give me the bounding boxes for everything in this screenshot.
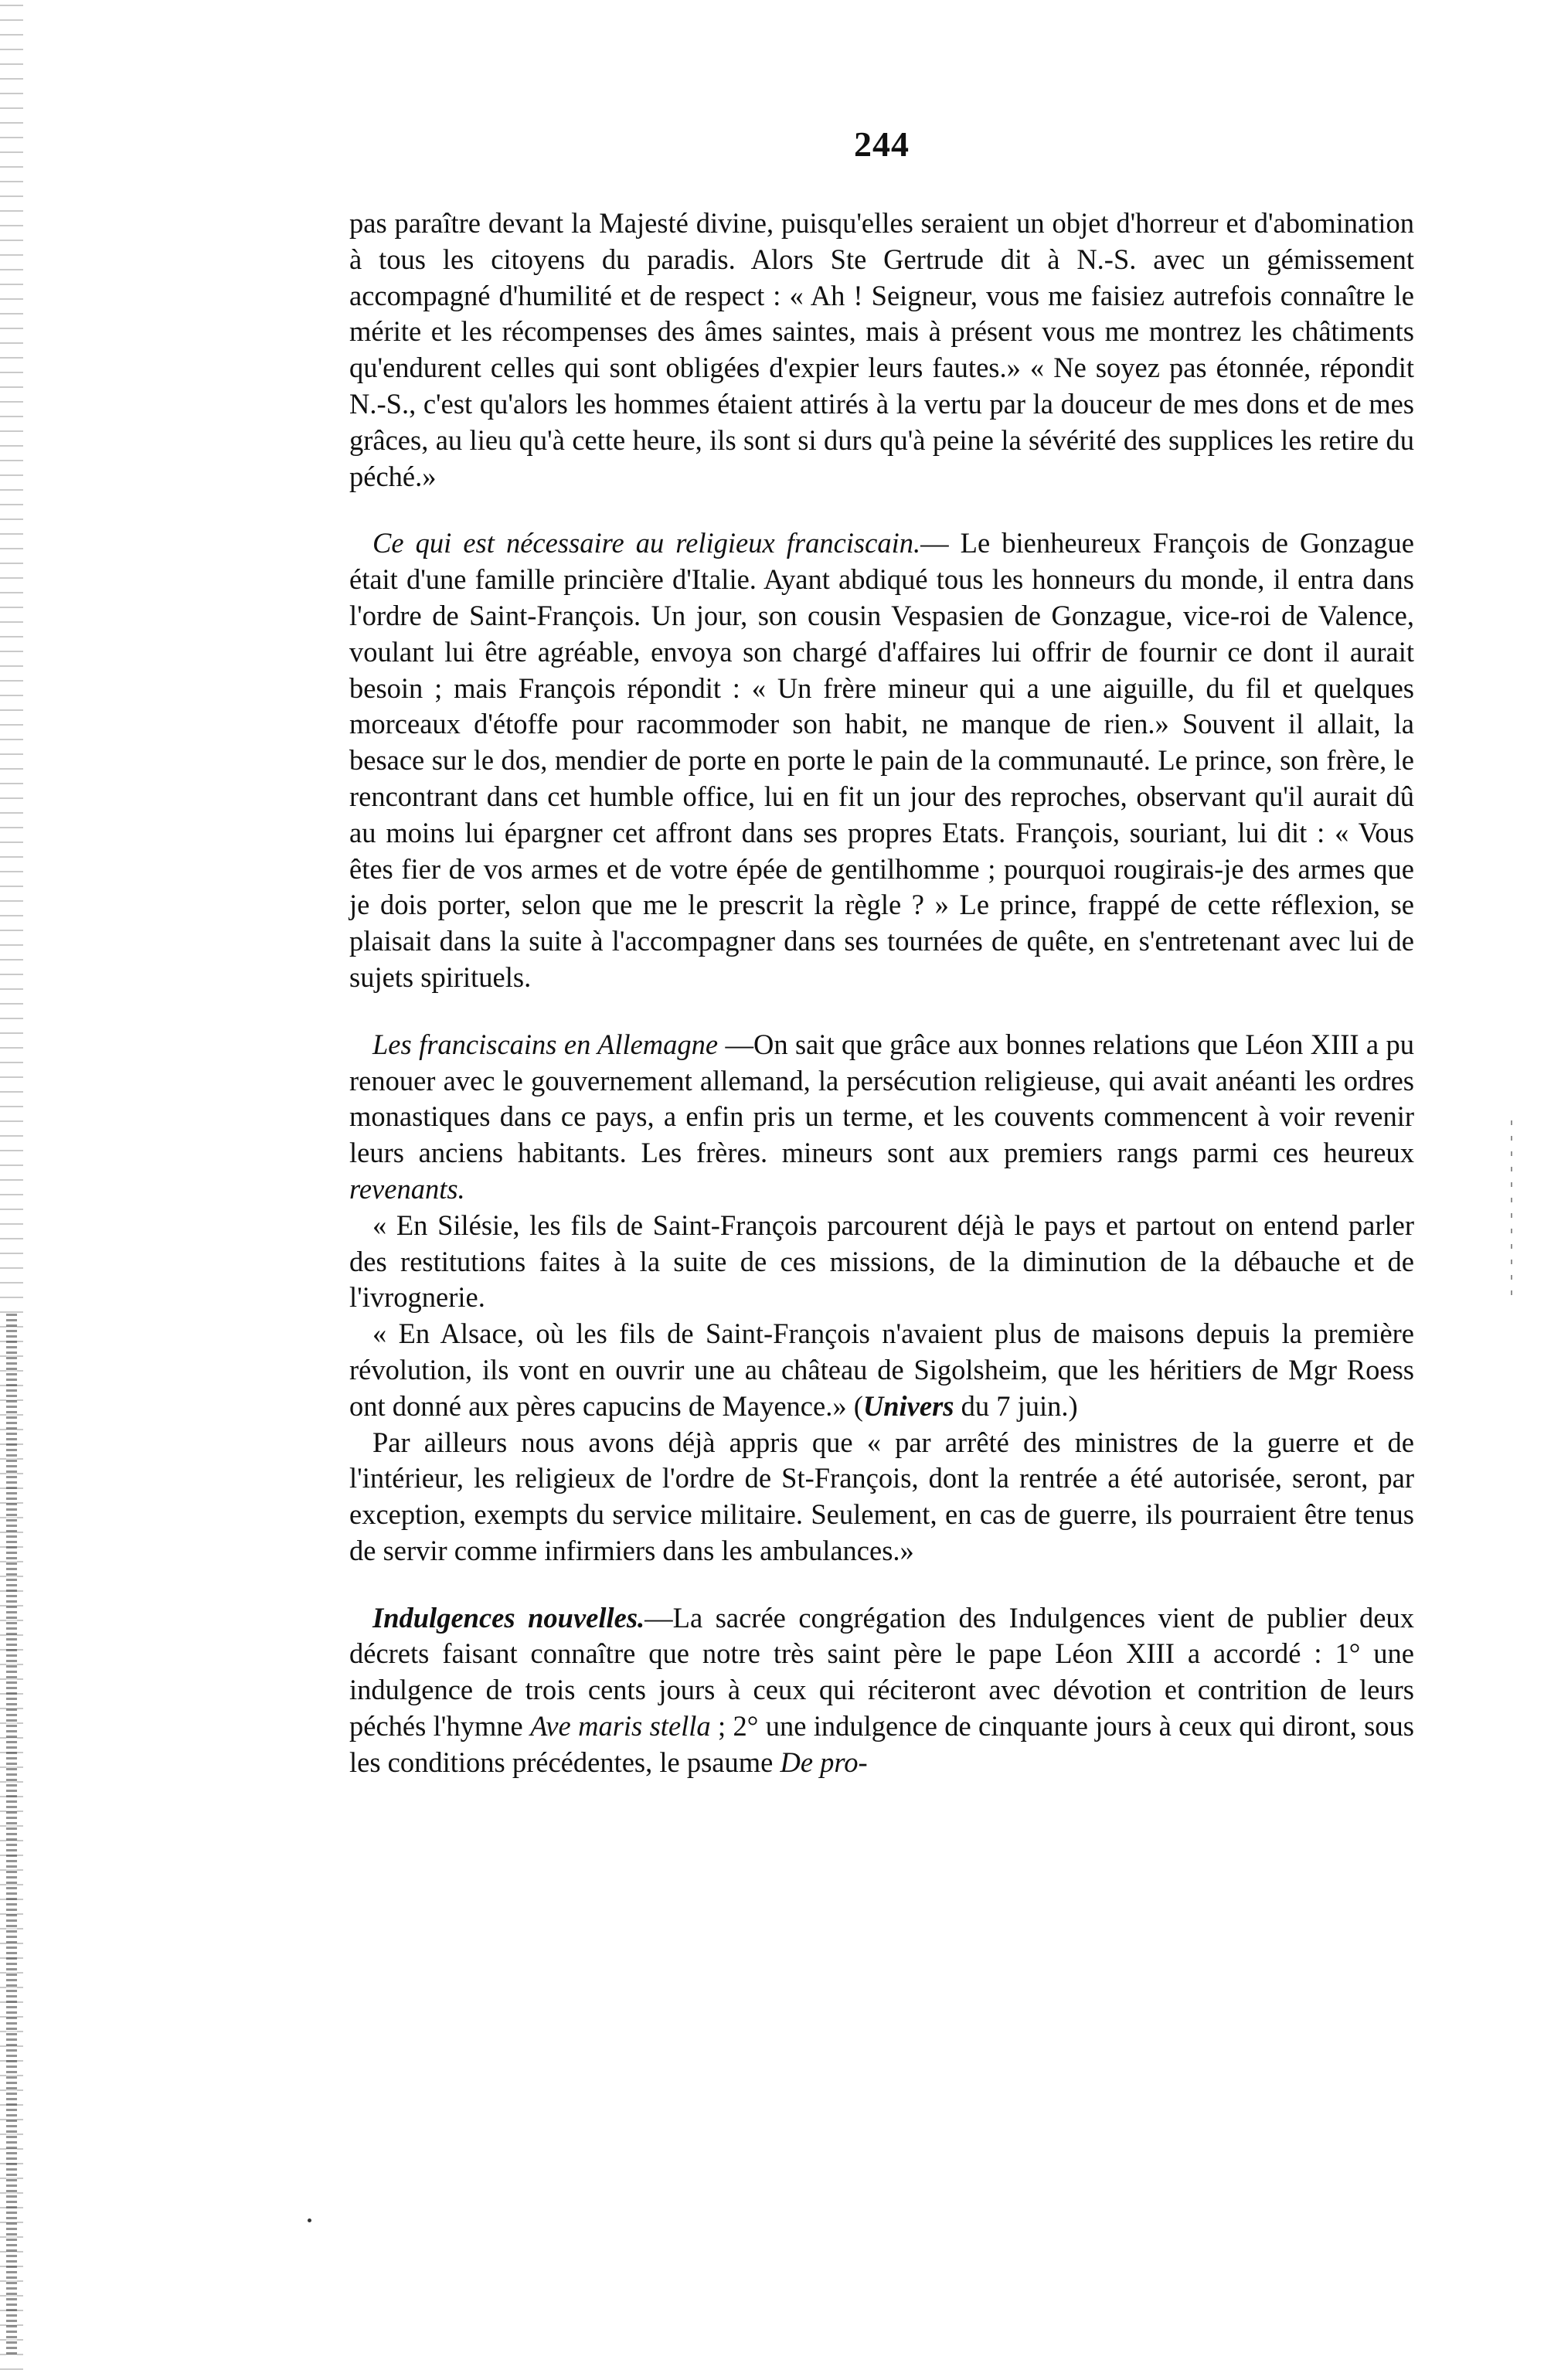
- section-heading: Ce qui est nécessaire au religieux franciscain.: [372, 527, 921, 559]
- section-heading: Les franciscains en Allemagne: [372, 1028, 719, 1060]
- scan-right-mark: [1511, 1120, 1512, 1306]
- body-text: [349, 206, 1414, 1781]
- paragraph-allemagne: [349, 1027, 1414, 1208]
- paragraph-gertrude: [349, 206, 1414, 495]
- paragraph-text: —On sait que grâce aux bonnes relations que Léon XIII a pu renouer avec le gouvernement allemand, la persécution religieuse, qui avait anéanti les ordres monastiques dans ce pays, a enfin pris un terme, et les couvents commencent à voir revenir leurs anciens habitants. Les frères. mineurs sont aux premiers rangs parmi ces heureux: [349, 1028, 1414, 1169]
- paragraph-text: du 7 juin.): [954, 1389, 1078, 1422]
- paragraph-text: pas paraître devant la Majesté divine, puisqu'elles seraient un objet d'horreur et d'abomination à tous les citoyens du paradis. Alors Ste Gertrude dit à N.-S. avec un gémissement accompagné d'humilité et de respect : « Ah ! Seigneur, vous me faisiez autrefois connaître le mérite et les récompenses des âmes saintes, mais à présent vous me montrez les châtiments qu'endurent celles qui sont obligées d'expier leurs fautes.» « Ne soyez pas étonnée, répondit N.-S., c'est qu'alors les hommes étaient attirés à la vertu par la douceur de mes dons et de mes grâces, au lieu qu'à cette heure, ils sont si durs qu'à peine la sévérité des supplices les retire du péché.»: [349, 207, 1414, 492]
- scan-binding-noise: [6, 1314, 17, 2357]
- italic-word: Univers: [862, 1389, 954, 1422]
- paragraph-text: « En Alsace, où les fils de Saint-François n'avaient plus de maisons depuis la première révolution, ils vont en ouvrir une au château de Sigolsheim, que les héritiers de Mgr Roess ont donné aux pères capucins de Mayence.» (: [349, 1318, 1414, 1422]
- paragraph-text: —La sacrée congrégation des Indulgences vient de publier deux décrets faisant connaître que notre très saint père le pape Léon XIII a accordé : 1° une indulgence de trois cents jours à ceux qui réciteront avec dévotion et contrition de leurs péchés l'hymne: [349, 1601, 1414, 1742]
- italic-word: Ave maris stella: [530, 1710, 711, 1742]
- page-number: 244: [854, 124, 910, 164]
- paragraph-text: « En Silésie, les fils de Saint-François parcourent déjà le pays et partout on entend parler des restitutions faites à la suite de ces missions, de la diminution de la débauche et de l'ivrognerie.: [349, 1209, 1414, 1314]
- paragraph-silesie: [349, 1208, 1414, 1316]
- paragraph-alsace: [349, 1316, 1414, 1424]
- scan-dot: [308, 2218, 311, 2222]
- paragraph-service-militaire: [349, 1425, 1414, 1569]
- italic-word: De pro-: [780, 1746, 868, 1778]
- italic-word: revenants.: [349, 1172, 465, 1205]
- paragraph-text: Par ailleurs nous avons déjà appris que « par arrêté des ministres de la guerre et de l'intérieur, les religieux de l'ordre de St-François, dont la rentrée a été autorisée, seront, par exception, exempts du service militaire. Seulement, en cas de guerre, ils pourraient être tenus de servir comme infirmiers dans les ambulances.»: [349, 1426, 1414, 1566]
- section-heading: Indulgences nouvelles.: [372, 1601, 645, 1634]
- paragraph-text: — Le bienheureux François de Gonzague était d'une famille princière d'Italie. Ayant abdiqué tous les honneurs du monde, il entra dans l'ordre de Saint-François. Un jour, son cousin Vespasien de Gonzague, vice-roi de Valence, voulant lui être agréable, envoya son chargé d'affaires lui offrir de fournir ce dont il aurait besoin ; mais François répondit : « Un frère mineur qui a une aiguille, du fil et quelques morceaux d'étoffe pour racommoder son habit, ne manque de rien.» Souvent il allait, la besace sur le dos, mendier de porte en porte le pain de la communauté. Le prince, son frère, le rencontrant dans cet humble office, lui en fit un jour des reproches, observant qu'il aurait dû au moins lui épargner cet affront dans ses propres Etats. François, souriant, lui dit : « Vous êtes fier de vos armes et de votre épée de gentilhomme ; pourquoi rougirais-je des armes que je dois porter, selon que me le prescrit la règle ? » Le prince, frappé de cette réflexion, se plaisait dans la suite à l'accompagner dans ses tournées de quête, en s'entretenant avec lui de sujets spirituels.: [349, 527, 1414, 993]
- paragraph-indulgences: [349, 1600, 1414, 1781]
- paragraph-text: ; 2° une indulgence de cinquante jours à ceux qui diront, sous les conditions précédentes, le psaume: [349, 1710, 1414, 1778]
- paragraph-gonzague: [349, 525, 1414, 995]
